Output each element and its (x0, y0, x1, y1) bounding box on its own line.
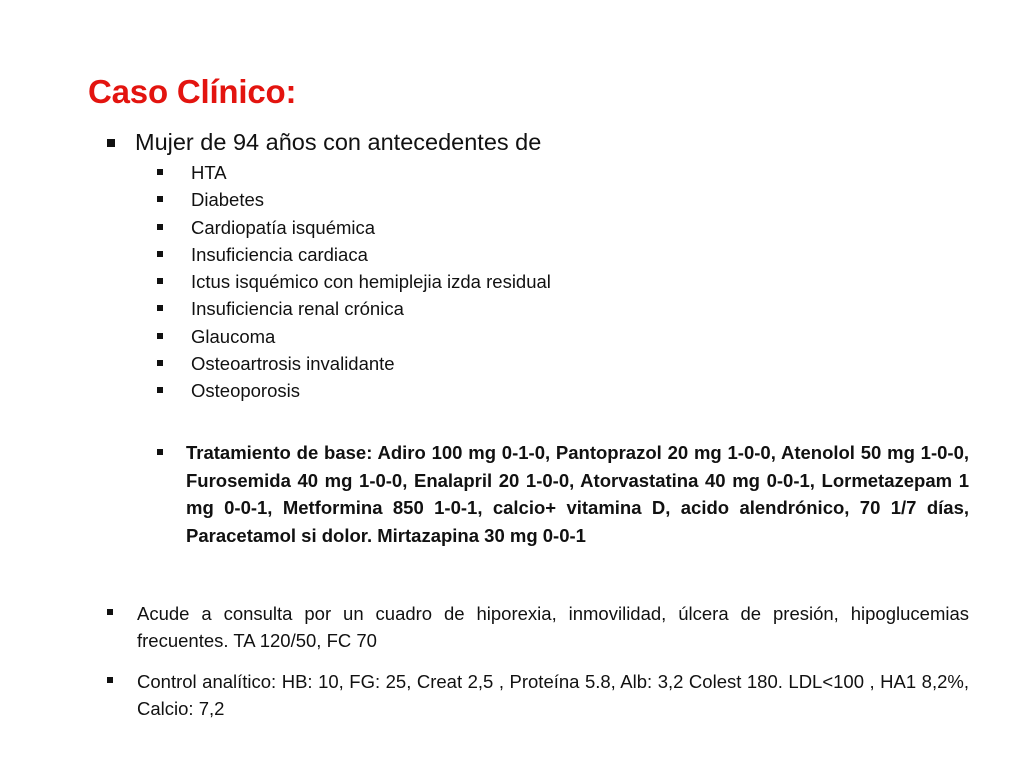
slide-title: Caso Clínico: (88, 73, 297, 110)
list-item: Insuficiencia cardiaca (157, 241, 551, 268)
square-bullet-icon (107, 139, 115, 147)
list-item: Diabetes (157, 186, 551, 213)
square-bullet-icon (157, 251, 163, 257)
list-item: Osteoartrosis invalidante (157, 350, 551, 377)
list-item: Insuficiencia renal crónica (157, 295, 551, 322)
list-item: Ictus isquémico con hemiplejia izda residual (157, 268, 551, 295)
tratamiento-block (157, 439, 969, 549)
square-bullet-icon (157, 360, 163, 366)
square-bullet-icon (157, 387, 163, 393)
consulta-block (107, 600, 969, 654)
list-item: HTA (157, 159, 551, 186)
square-bullet-icon (157, 278, 163, 284)
square-bullet-icon (107, 677, 113, 683)
square-bullet-icon (107, 609, 113, 615)
tratamiento-text: Tratamiento de base: Adiro 100 mg 0-1-0, Pantoprazol 20 mg 1-0-0, Atenolol 50 mg 1-0-0, Furosemida 40 mg 1-0-0, Enalapril 20 1-0-0, Atorvastatina 40 mg 0-0-1, Lormetazepam 1 mg 0-0-1, Metformina 850 1-0-1, calcio+ vitamina D, acido alendrónico, 70 1/7 días, Paracetamol si dolor. Mirtazapina 30 mg 0-0-1 (186, 442, 969, 546)
square-bullet-icon (157, 305, 163, 311)
consulta-text: Acude a consulta por un cuadro de hiporexia, inmovilidad, úlcera de presión, hipoglucemias frecuentes. TA 120/50, FC 70 (137, 603, 969, 651)
square-bullet-icon (157, 224, 163, 230)
square-bullet-icon (157, 196, 163, 202)
analitica-text: Control analítico: HB: 10, FG: 25, Creat 2,5 , Proteína 5.8, Alb: 3,2 Colest 180. LDL<100 , HA1 8,2%, Calcio: 7,2 (137, 671, 969, 719)
square-bullet-icon (157, 169, 163, 175)
list-item: Glaucoma (157, 323, 551, 350)
square-bullet-icon (157, 333, 163, 339)
list-item: Cardiopatía isquémica (157, 214, 551, 241)
intro-text: Mujer de 94 años con antecedentes de (135, 129, 542, 155)
analitica-block (107, 668, 969, 722)
square-bullet-icon (157, 449, 163, 455)
antecedentes-list (157, 159, 551, 405)
list-item: Osteoporosis (157, 377, 551, 404)
